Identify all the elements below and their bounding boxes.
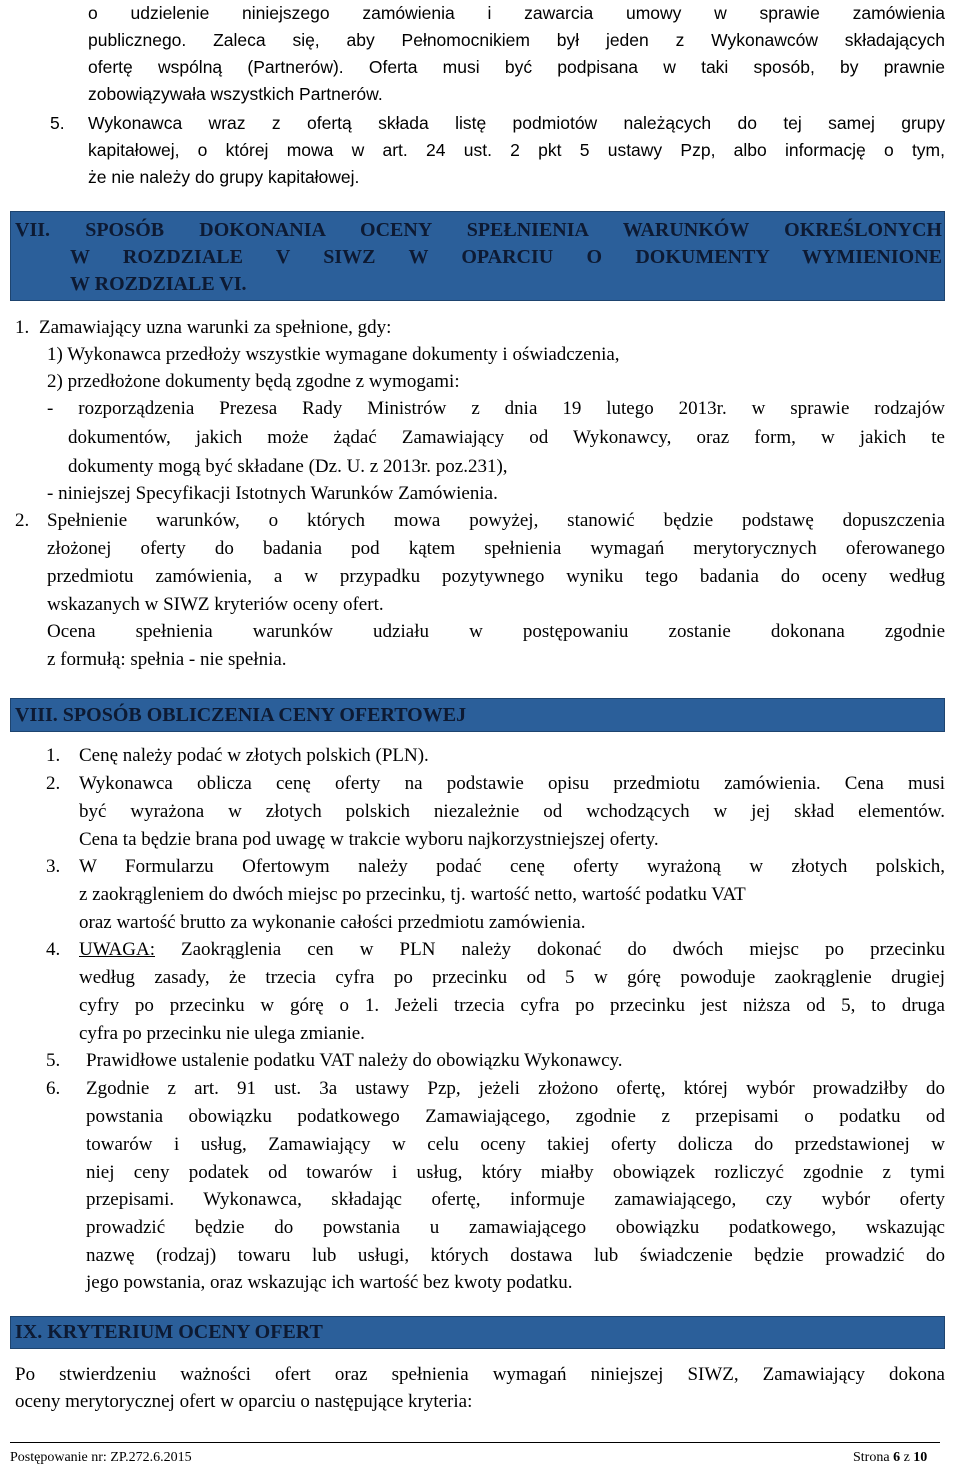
viii-item-6-line-5: przepisami. Wykonawca, składając ofertę, informuje zamawiającego, czy wybór oferty — [86, 1189, 945, 1210]
footer-page-total: 10 — [913, 1450, 928, 1465]
vii-point-1-dash-1-line-2: dokumentów, jakich może żądać Zamawiający od Wykonawcy, oraz form, w jakich te — [68, 427, 945, 448]
vii-point-2-line-1: Spełnienie warunków, o których mowa powyżej, stanowić będzie podstawę dopuszczenia — [47, 510, 945, 531]
viii-item-4-uwaga-label: UWAGA: — [79, 939, 155, 960]
viii-item-2-line-3: Cena ta będzie brana pod uwagę w trakcie wyboru najkorzystniejszej oferty. — [79, 829, 659, 850]
item-5-number: 5. — [50, 113, 65, 133]
vii-point-2-line-4: wskazanych w SIWZ kryteriów oceny ofert. — [47, 594, 384, 615]
vii-point-1-number: 1. — [15, 317, 30, 338]
vii-point-1-lead: Zamawiający uzna warunki za spełnione, gdy: — [39, 317, 392, 338]
section-ix-heading: IX. KRYTERIUM OCENY OFERT — [15, 1321, 323, 1343]
intro-line-3: ofertę wspólną (Partnerów). Oferta musi być podpisana w taki sposób, by prawnie — [88, 57, 945, 77]
viii-item-3-line-2: z zaokrągleniem do dwóch miejsc po przecinku, tj. wartość netto, wartość podatku VAT — [79, 884, 746, 905]
intro-line-2: publicznego. Zaleca się, aby Pełnomocnikiem był jeden z Wykonawców składających — [88, 30, 945, 50]
viii-item-6-number: 6. — [46, 1078, 61, 1099]
viii-item-2-number: 2. — [46, 773, 61, 794]
viii-item-6-line-7: nazwę (rodzaj) towaru lub usługi, których dostawa lub świadczenie będzie prowadzić do — [86, 1245, 945, 1266]
footer-page-indicator — [853, 1450, 927, 1466]
vii-point-2-line-3: przedmiotu zamówienia, a w przypadku pozytywnego wyniku tego badania do oceny według — [47, 566, 945, 587]
vii-point-2-number: 2. — [15, 510, 30, 531]
viii-item-5-number: 5. — [46, 1050, 61, 1071]
viii-item-4-number: 4. — [46, 939, 61, 960]
item-5-line-2: kapitałowej, o której mowa w art. 24 ust. 2 pkt 5 ustawy Pzp, albo informację o tym, — [88, 140, 945, 160]
viii-item-6-line-4: niej ceny podatek od towarów i usług, który miałby obowiązek rozliczyć zgodnie z tymi — [86, 1162, 945, 1183]
footer-case-number: Postępowanie nr: ZP.272.6.2015 — [10, 1450, 192, 1465]
viii-item-1-number: 1. — [46, 745, 61, 766]
viii-item-4-line-3: cyfry po przecinku w górę o 1. Jeżeli trzecia cyfra po przecinku jest niższa od 5, to druga — [79, 995, 945, 1016]
vii-point-2-line-6: z formułą: spełnia - nie spełnia. — [47, 649, 287, 670]
item-5-line-3: że nie należy do grupy kapitałowej. — [88, 167, 360, 187]
ix-line-1: Po stwierdzeniu ważności ofert oraz spełnienia wymagań niniejszej SIWZ, Zamawiający dokona — [15, 1364, 945, 1385]
viii-item-2-line-1: Wykonawca oblicza cenę oferty na podstawie opisu przedmiotu zamówienia. Cena musi — [79, 773, 945, 794]
vii-point-1-item-1: 1) Wykonawca przedłoży wszystkie wymagane dokumenty i oświadczenia, — [47, 344, 620, 365]
vii-point-1-item-2: 2) przedłożone dokumenty będą zgodne z wymogami: — [47, 371, 460, 392]
footer-rule — [10, 1442, 940, 1443]
section-viii-heading: VIII. SPOSÓB OBLICZENIA CENY OFERTOWEJ — [15, 704, 467, 726]
section-vii-heading-line-3: W ROZDZIALE VI. — [70, 273, 247, 295]
viii-item-3-number: 3. — [46, 856, 61, 877]
viii-item-1-line-1: Cenę należy podać w złotych polskich (PLN). — [79, 745, 429, 766]
viii-item-4-line-4: cyfra po przecinku nie ulega zmianie. — [79, 1023, 365, 1044]
intro-line-4: zobowiązywała wszystkich Partnerów. — [88, 84, 383, 104]
intro-line-1: o udzielenie niniejszego zamówienia i zawarcia umowy w sprawie zamówienia — [88, 3, 945, 23]
vii-point-2-line-5: Ocena spełnienia warunków udziału w postępowaniu zostanie dokonana zgodnie — [47, 621, 945, 642]
item-5-line-1: Wykonawca wraz z ofertą składa listę podmiotów należących do tej samej grupy — [88, 113, 945, 133]
section-vii-heading-line-2: W ROZDZIALE V SIWZ W OPARCIU O DOKUMENTY WYMIENIONE — [70, 246, 942, 268]
viii-item-6-line-2: powstania obowiązku podatkowego Zamawiającego, zgodnie z przepisami o podatku od — [86, 1106, 945, 1127]
vii-point-1-dash-1-line-1: - rozporządzenia Prezesa Rady Ministrów z dnia 19 lutego 2013r. w sprawie rodzajów — [47, 398, 945, 419]
viii-item-6-line-6: prowadzić będzie do powstania u zamawiającego obowiązku podatkowego, wskazując — [86, 1217, 945, 1238]
vii-point-1-dash-1-line-3: dokumenty mogą być składane (Dz. U. z 2013r. poz.231), — [68, 456, 508, 477]
viii-item-4-line-1: Zaokrąglenia cen w PLN należy dokonać do dwóch miejsc po przecinku — [181, 939, 945, 960]
viii-item-6-line-3: towarów i usług, Zamawiający w celu oceny takiej oferty dolicza do przedstawionej w — [86, 1134, 945, 1155]
footer-page-prefix: Strona — [853, 1450, 890, 1465]
viii-item-3-line-3: oraz wartość brutto za wykonanie całości przedmiotu zamówienia. — [79, 912, 586, 933]
viii-item-5-line-1: Prawidłowe ustalenie podatku VAT należy do obowiązku Wykonawcy. — [86, 1050, 623, 1071]
viii-item-6-line-8: jego powstania, oraz wskazując ich wartość bez kwoty podatku. — [86, 1272, 573, 1293]
viii-item-6-line-1: Zgodnie z art. 91 ust. 3a ustawy Pzp, jeżeli złożono ofertę, której wybór prowadziłby do — [86, 1078, 945, 1099]
footer-page-sep: z — [903, 1450, 910, 1465]
vii-point-2-line-2: złożonej oferty do badania pod kątem spełnienia wymagań merytorycznych oferowanego — [47, 538, 945, 559]
viii-item-3-line-1: W Formularzu Ofertowym należy podać cenę oferty wyrażoną w złotych polskich, — [79, 856, 945, 877]
viii-item-2-line-2: być wyrażona w złotych polskich niezależnie od wchodzących w jej skład elementów. — [79, 801, 945, 822]
section-vii-heading-line-1: VII. SPOSÓB DOKONANIA OCENY SPEŁNIENIA WARUNKÓW OKREŚLONYCH — [15, 219, 942, 241]
ix-line-2: oceny merytorycznej ofert w oparciu o następujące kryteria: — [15, 1391, 473, 1412]
viii-item-4-line-2: według zasady, że trzecia cyfra po przecinku od 5 w górę powoduje zaokrąglenie drugiej — [79, 967, 945, 988]
footer-page-current: 6 — [893, 1450, 901, 1465]
vii-point-1-dash-2: - niniejszej Specyfikacji Istotnych Warunków Zamówienia. — [47, 483, 498, 504]
